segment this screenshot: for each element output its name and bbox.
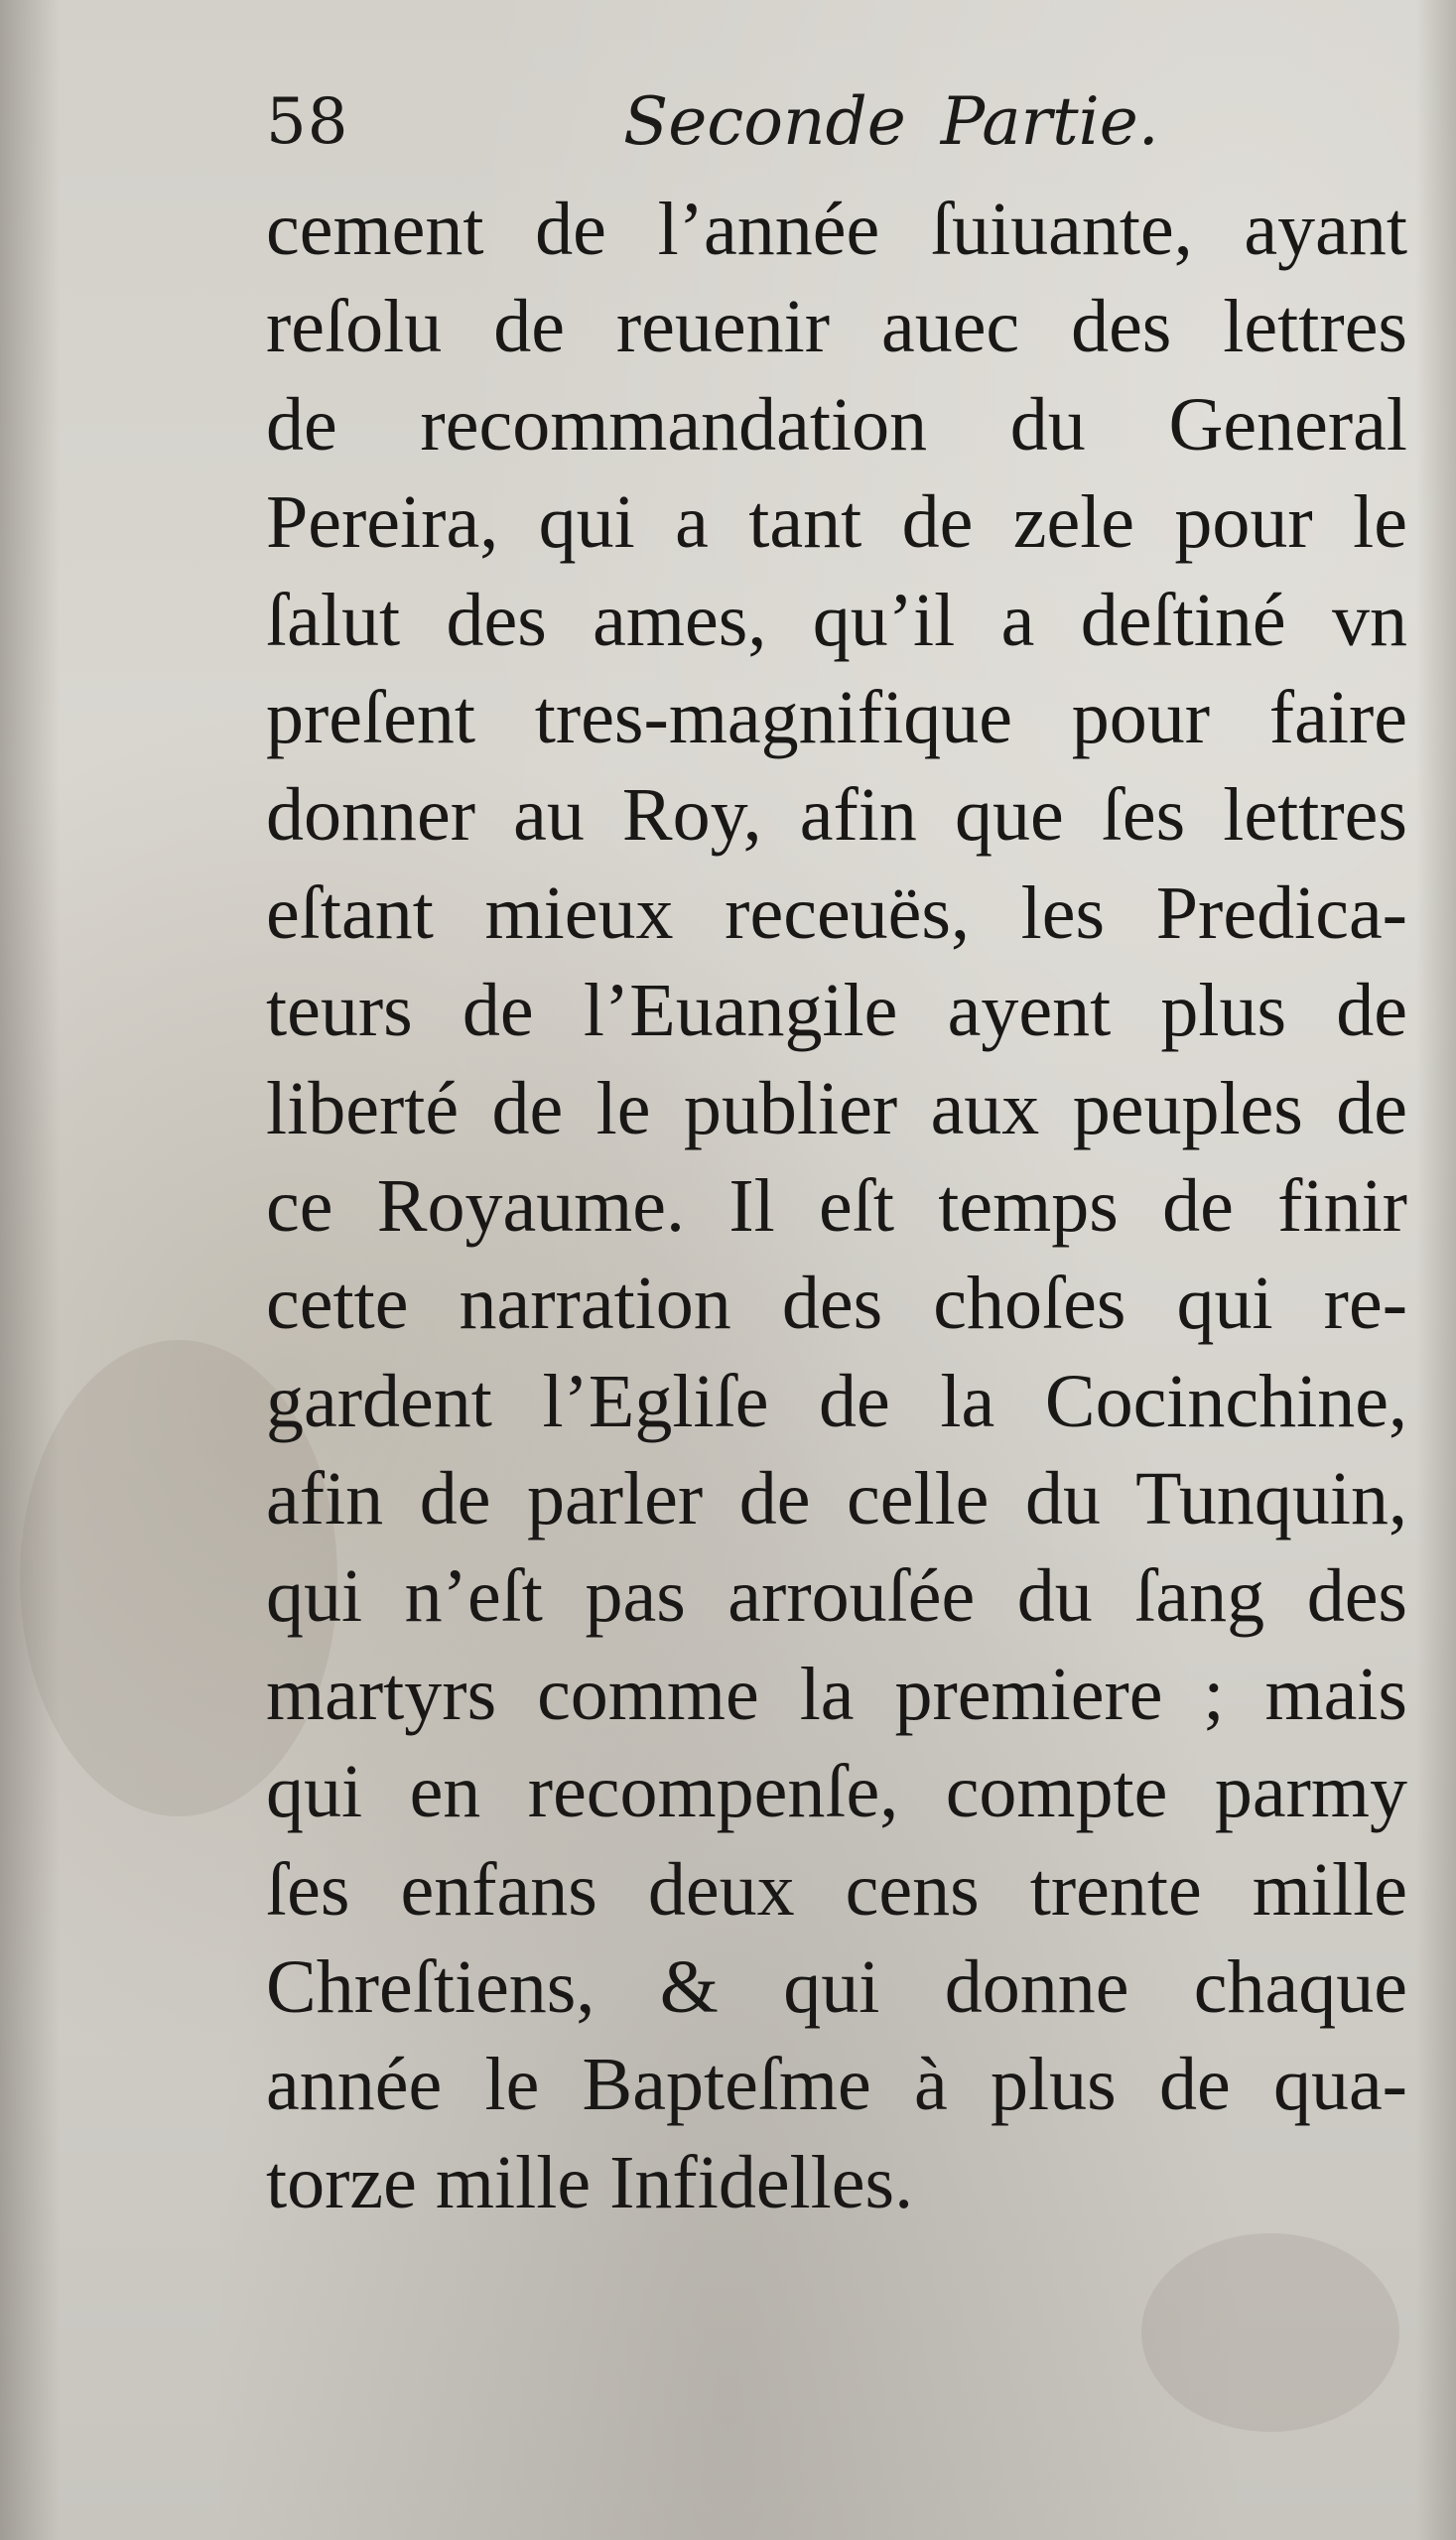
text-line: liberté de le publier aux peuples de [266,1066,1407,1150]
running-head: Seconde Partie. [623,83,1159,160]
text-line: eſtant mieux receuës, les Predica- [266,870,1407,955]
page-header [266,77,1407,167]
text-line: martyrs comme la premiere ; mais [266,1652,1407,1736]
text-line: Chreſtiens, & qui donne chaque [266,1945,1407,2030]
text-line: afin de parler de celle du Tunquin, [266,1457,1407,1541]
page-edge-shadow [1416,0,1456,2540]
text-line: cement de l’année ſuiuante, ayant [266,188,1407,271]
text-line: gardent l’Egliſe de la Cocinchine, [266,1359,1407,1443]
text-line: ſes enfans deux cens trente mille [266,1847,1407,1932]
text-line: ce Royaume. Il eſt temps de finir [266,1163,1407,1248]
body-text [266,181,1407,2231]
text-line: qui n’eſt pas arrouſée du ſang des [266,1554,1407,1639]
paper-stain [1141,2233,1399,2432]
text-line: de recommandation du General [266,382,1407,467]
page-gutter-shadow [0,0,60,2540]
text-line: preſent tres-magnifique pour faire [266,675,1407,759]
text-line: teurs de l’Euangile ayent plus de [266,969,1407,1053]
text-line: cette narration des choſes qui re- [266,1262,1407,1346]
text-line: reſolu de reuenir auec des lettres [266,285,1407,369]
text-line: année le Bapteſme à plus de qua- [266,2043,1407,2127]
text-line: ſalut des ames, qu’il a deſtiné vn [266,578,1407,662]
text-line: Pereira, qui a tant de zele pour le [266,480,1407,565]
text-line-last: torze mille Infidelles. [266,2140,914,2224]
text-line: donner au Roy, afin que ſes lettres [266,773,1407,858]
page-number: 58 [266,85,349,159]
text-line: qui en recompenſe, compte parmy [266,1750,1407,1834]
